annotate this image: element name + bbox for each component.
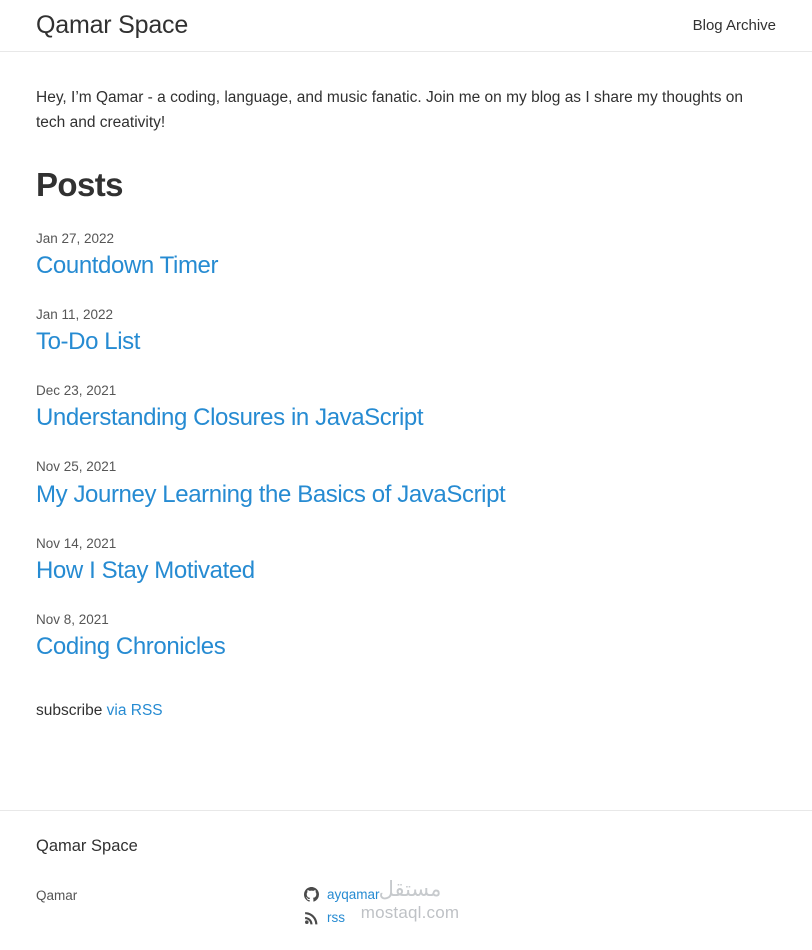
- nav-item-blog-archive[interactable]: Blog Archive: [692, 17, 776, 34]
- main-content: [0, 85, 812, 720]
- list-item: [36, 307, 776, 357]
- list-item: [36, 536, 776, 586]
- rss-subscribe-link[interactable]: via RSS: [106, 701, 163, 719]
- intro-paragraph: Hey, I’m Qamar - a coding, language, and music fanatic. Join me on my blog as I share my thoughts on tech and creativity!: [36, 89, 744, 132]
- page-title: Posts: [36, 166, 123, 204]
- post-date: Nov 14, 2021: [36, 535, 117, 551]
- post-date: Nov 8, 2021: [36, 611, 109, 627]
- list-item: [36, 459, 776, 509]
- post-list: [36, 231, 776, 662]
- post-date: Jan 27, 2022: [36, 230, 115, 246]
- rss-icon: [304, 910, 319, 925]
- post-title-link[interactable]: How I Stay Motivated: [36, 556, 255, 584]
- subscribe-label: subscribe: [36, 701, 107, 719]
- watermark-arabic: مستقل: [378, 877, 442, 901]
- footer-author: Qamar: [36, 887, 78, 903]
- footer-title: Qamar Space: [36, 837, 138, 855]
- list-item: [36, 612, 776, 662]
- footer-link-label[interactable]: ayqamar: [327, 886, 380, 902]
- post-date: Nov 25, 2021: [36, 459, 117, 475]
- post-title-link[interactable]: Countdown Timer: [36, 252, 219, 279]
- footer-link-github[interactable]: [304, 887, 776, 902]
- post-title-link[interactable]: My Journey Learning the Basics of JavaScript: [36, 480, 506, 508]
- footer-links: [304, 887, 776, 933]
- post-date: Dec 23, 2021: [36, 383, 117, 399]
- post-title-link[interactable]: Coding Chronicles: [36, 632, 226, 660]
- post-date: Jan 11, 2022: [36, 307, 114, 322]
- footer-link-label[interactable]: rss: [327, 909, 345, 925]
- footer-columns: [36, 887, 776, 933]
- post-title-link[interactable]: Understanding Closures in JavaScript: [36, 404, 424, 432]
- subscribe-line: [36, 702, 776, 720]
- site-title-link[interactable]: Qamar Space: [36, 11, 189, 39]
- post-title-link[interactable]: To-Do List: [36, 328, 141, 356]
- site-header: [0, 0, 812, 52]
- list-item: [36, 231, 776, 281]
- list-item: [36, 383, 776, 433]
- watermark-latin: mostaql.com: [360, 903, 460, 923]
- github-icon: [304, 887, 319, 902]
- primary-nav: [693, 17, 776, 34]
- footer-link-rss[interactable]: [304, 910, 776, 925]
- site-footer: [0, 810, 812, 950]
